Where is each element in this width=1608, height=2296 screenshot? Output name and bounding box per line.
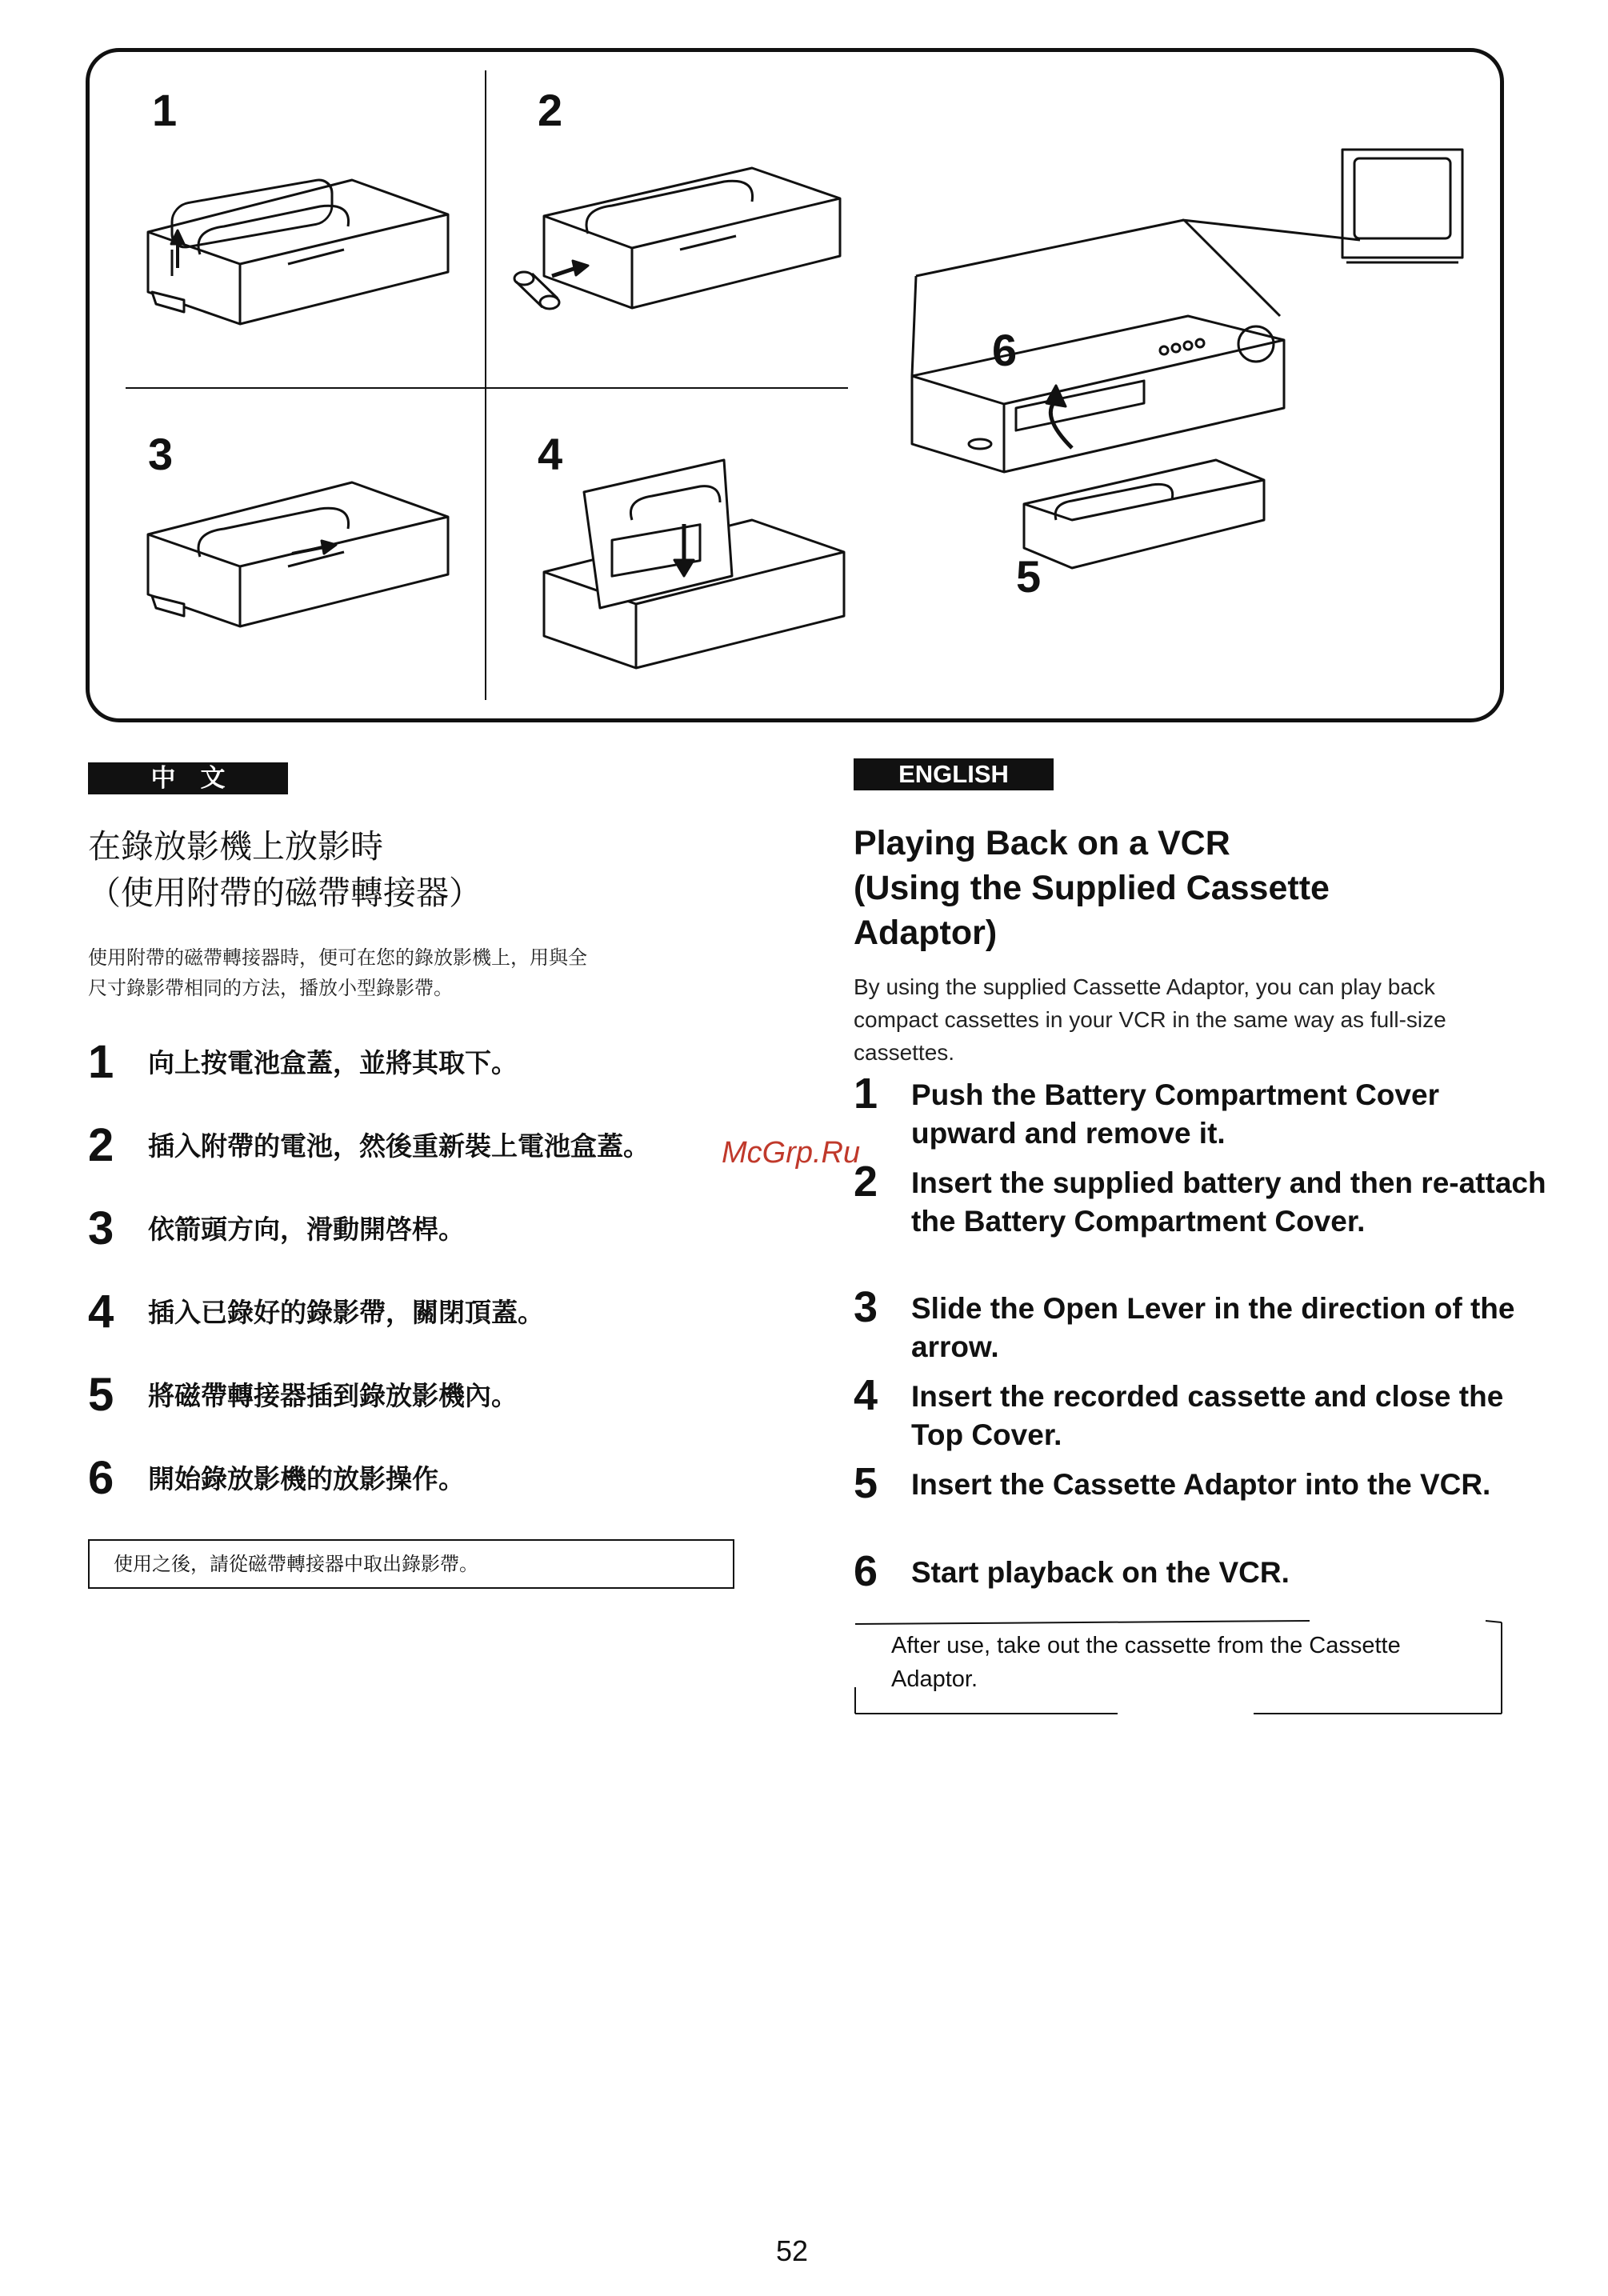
english-intro: By using the supplied Cassette Adaptor, you can play back compact cassettes in your VCR in the same way as full-size cassettes.	[854, 974, 1446, 1065]
step-number: 1	[854, 1070, 878, 1118]
watermark: McGrp.Ru	[722, 1136, 861, 1170]
chinese-title-line2: （使用附帶的磁帶轉接器）	[88, 874, 482, 912]
english-note-text: After use, take out the cassette from the Cassette Adaptor.	[891, 1633, 1401, 1692]
step-text: Insert the Cassette Adaptor into the VCR.	[911, 1468, 1491, 1501]
step-number: 5	[88, 1369, 114, 1421]
english-title-line2: (Using the Supplied Cassette	[854, 869, 1330, 907]
english-section-tag: ENGLISH	[854, 758, 1054, 790]
step-number: 6	[88, 1452, 114, 1504]
figure-step-label: 5	[1016, 551, 1042, 602]
step-text: Push the Battery Compartment Cover upward and remove it.	[911, 1078, 1439, 1150]
tv-illustration	[1342, 150, 1462, 262]
step-text: 將磁帶轉接器插到錄放影機內。	[148, 1380, 518, 1411]
figure-step-label: 4	[538, 429, 563, 479]
step-number: 3	[88, 1202, 114, 1254]
chinese-section-tag: 中 文	[88, 762, 288, 794]
step-number: 2	[854, 1158, 878, 1206]
step-number: 1	[88, 1036, 114, 1088]
step-text: 向上按電池盒蓋，並將其取下。	[148, 1047, 518, 1078]
step-number: 3	[854, 1283, 878, 1331]
figure-step-label: 3	[148, 429, 174, 479]
chinese-title-line1: 在錄放影機上放影時	[88, 827, 383, 866]
english-title	[854, 821, 1494, 955]
english-title-line1: Playing Back on a VCR	[854, 824, 1230, 862]
chinese-intro-line1: 使用附帶的磁帶轉接器時，便可在您的錄放影機上，用與全	[88, 946, 587, 969]
step-text: 開始錄放影機的放影操作。	[148, 1463, 465, 1494]
chinese-note-text: 使用之後，請從磁帶轉接器中取出錄影帶。	[114, 1553, 478, 1575]
page-number: 52	[776, 2234, 809, 2267]
step-text: 插入已錄好的錄影帶，關閉頂蓋。	[148, 1297, 544, 1328]
english-title-line3: Adaptor)	[854, 914, 998, 952]
figure-step-label: 2	[538, 85, 563, 135]
step-text: 插入附帶的電池，然後重新裝上電池盒蓋。	[148, 1130, 650, 1162]
vcr-illustration	[912, 220, 1360, 568]
step-number: 6	[854, 1547, 878, 1595]
adaptor-illustration-4	[544, 460, 844, 668]
adaptor-illustration-3	[148, 482, 448, 626]
adaptor-illustration-1	[148, 178, 448, 324]
illustration-drawings	[0, 0, 1608, 728]
figure-step-label: 6	[992, 325, 1018, 375]
step-text: 依箭頭方向，滑動開啓桿。	[148, 1214, 465, 1245]
step-text: Insert the recorded cassette and close the Top Cover.	[911, 1380, 1504, 1451]
step-number: 4	[854, 1371, 878, 1419]
step-number: 2	[88, 1119, 114, 1171]
step-number: 5	[854, 1459, 878, 1507]
adaptor-illustration-2	[514, 168, 840, 309]
step-text: Start playback on the VCR.	[911, 1556, 1290, 1589]
step-text: Slide the Open Lever in the direction of the arrow.	[911, 1292, 1515, 1363]
english-note-box	[854, 1619, 1503, 1715]
figure-step-label: 1	[152, 85, 178, 135]
chinese-intro-line2: 尺寸錄影帶相同的方法，播放小型錄影帶。	[88, 977, 453, 999]
step-text: Insert the supplied battery and then re-attach the Battery Compartment Cover.	[911, 1166, 1546, 1238]
chinese-note-box	[88, 1539, 734, 1589]
step-number: 4	[88, 1286, 114, 1338]
